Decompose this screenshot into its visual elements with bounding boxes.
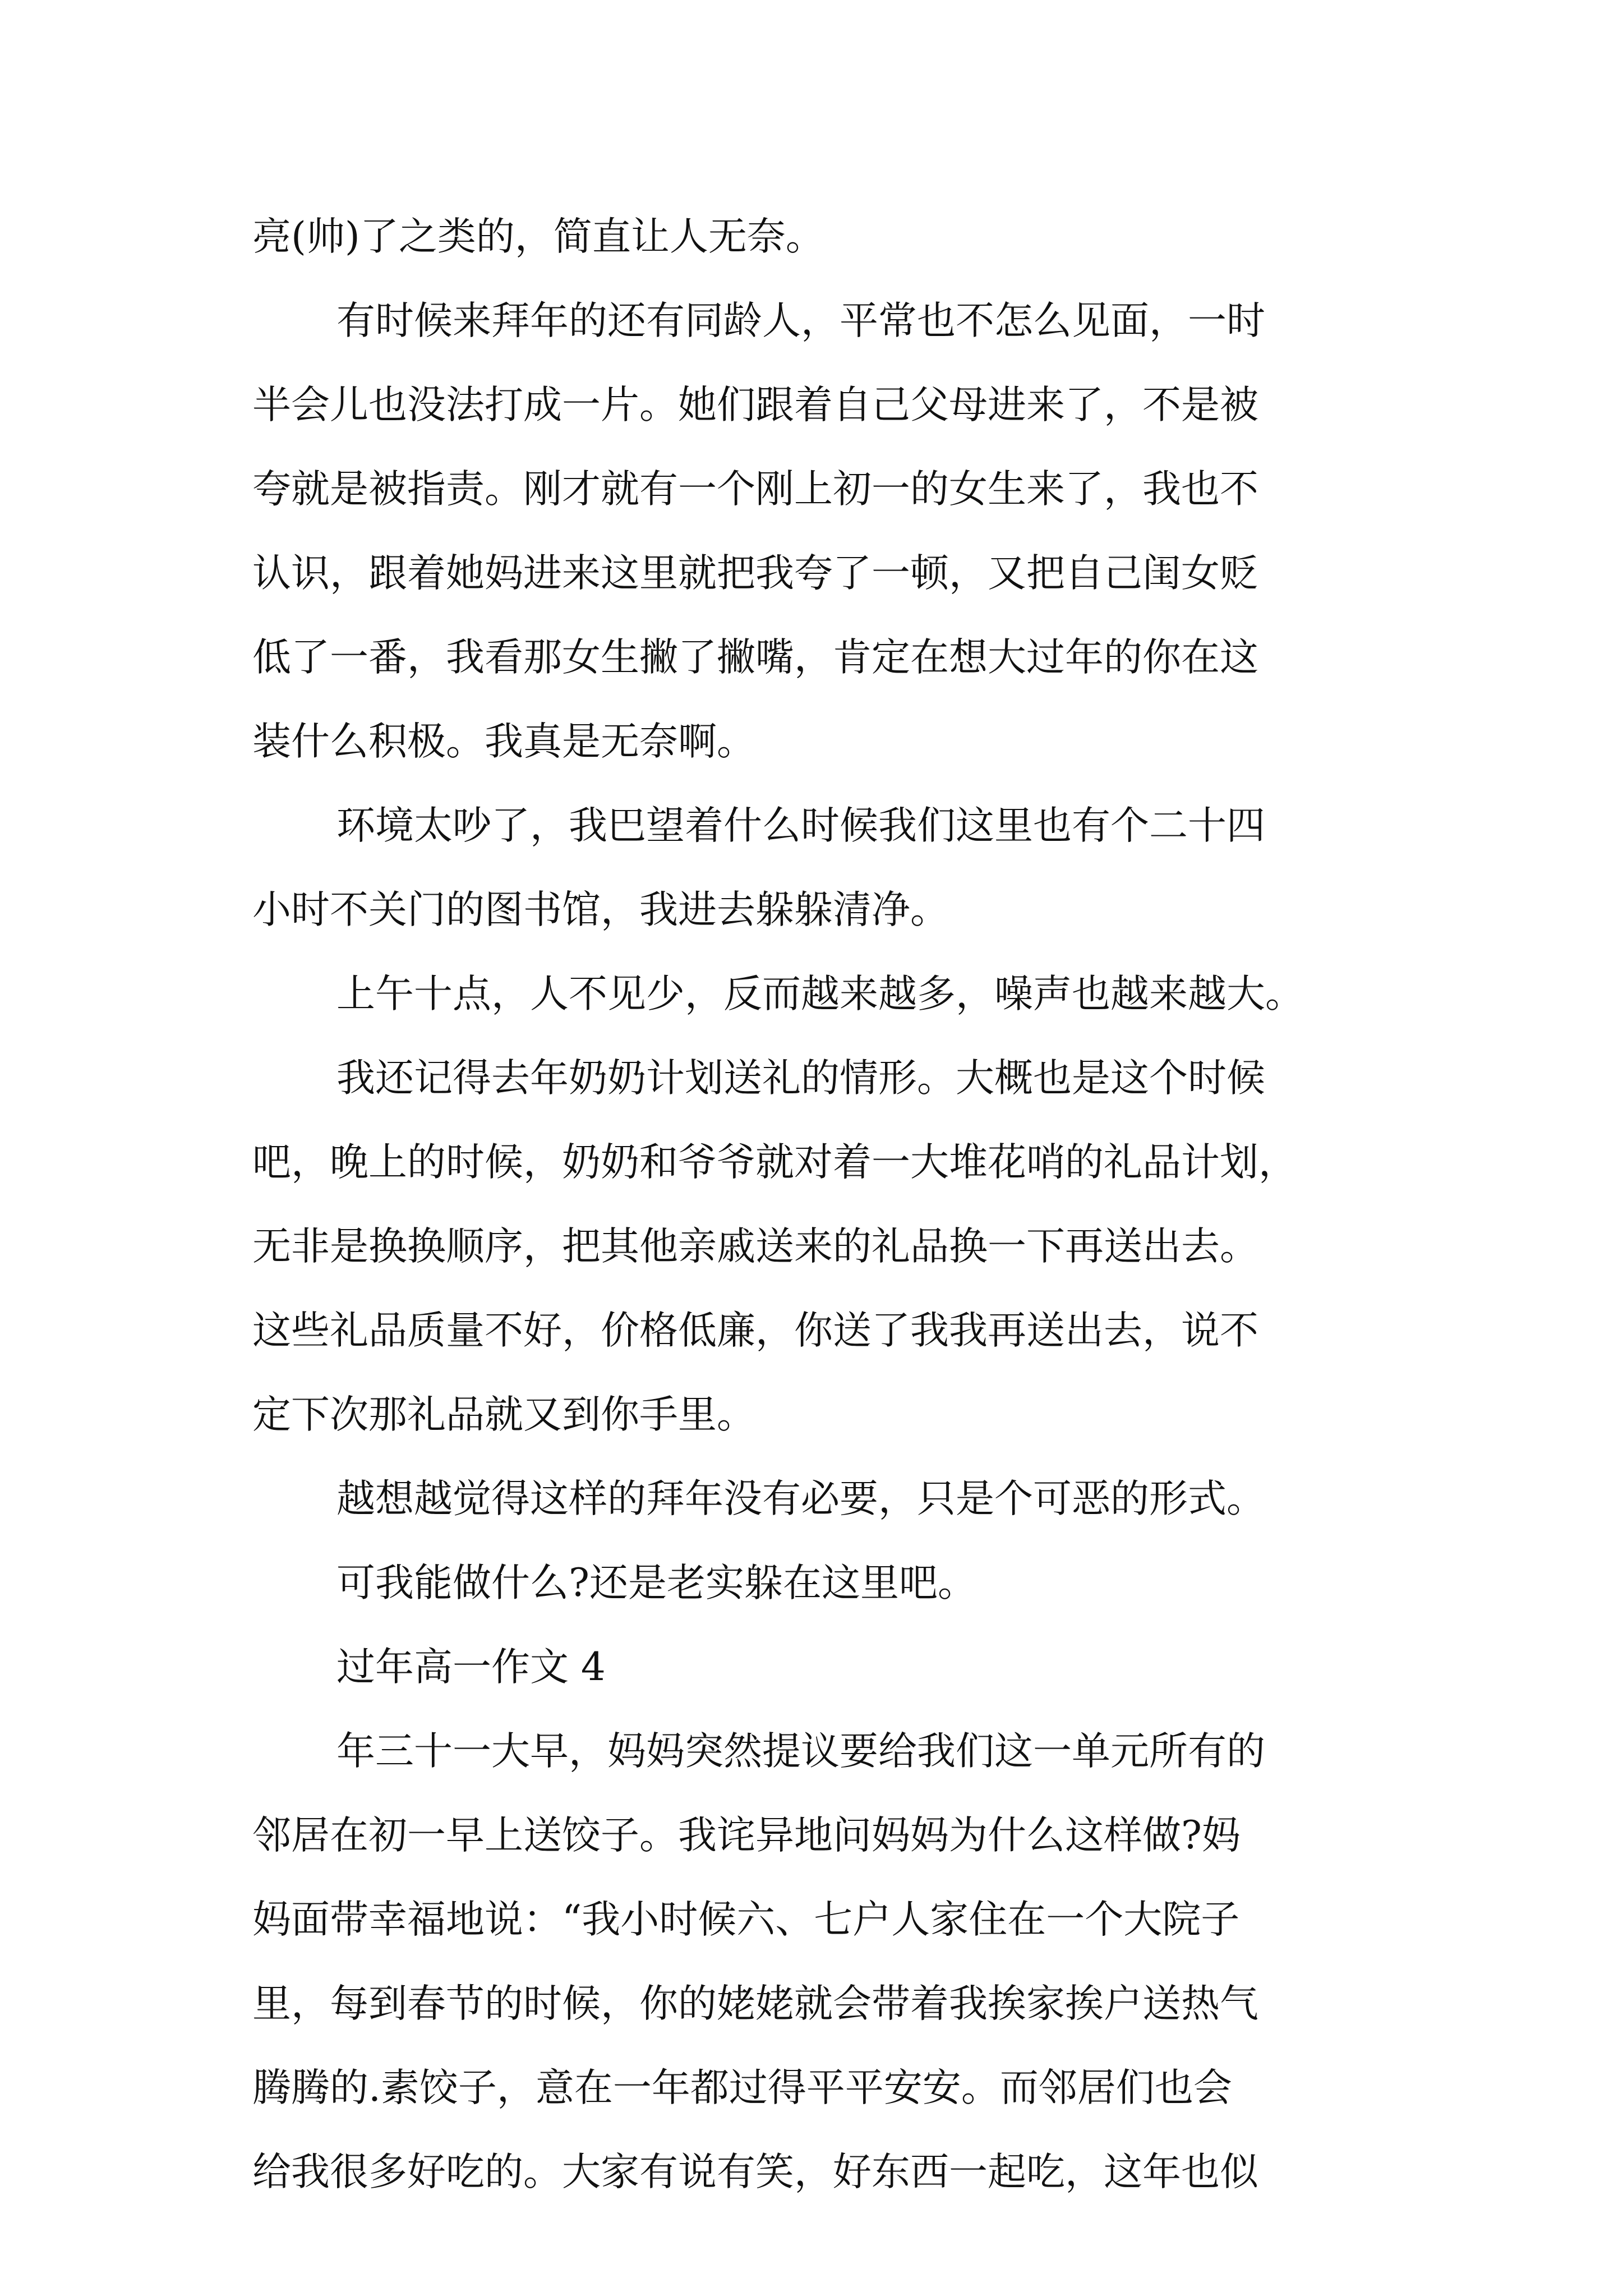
text-line: 妈面带幸福地说：“我小时候六、七户人家住在一个大院子 (252, 1897, 1240, 1942)
section-heading: 过年高一作文 4 (336, 1645, 606, 1690)
text-line: 半会儿也没法打成一片。她们跟着自己父母进来了，不是被 (252, 383, 1258, 427)
paragraph-start-line: 年三十一大早，妈妈突然提议要给我们这一单元所有的 (336, 1729, 1265, 1774)
paragraph-start-line: 有时候来拜年的还有同龄人，平常也不怎么见面，一时 (336, 298, 1265, 343)
text-line: 这些礼品质量不好，价格低廉，你送了我我再送出去，说不 (252, 1308, 1258, 1353)
paragraph-start-line: 我还记得去年奶奶计划送礼的情形。大概也是这个时候 (336, 1056, 1265, 1101)
text-line: 邻居在初一早上送饺子。我诧异地问妈妈为什么这样做?妈 (252, 1813, 1241, 1858)
text-line: 亮(帅)了之类的，简直让人无奈。 (252, 214, 824, 259)
text-line: 夸就是被指责。刚才就有一个刚上初一的女生来了，我也不 (252, 467, 1258, 512)
text-line: 吧，晚上的时候，奶奶和爷爷就对着一大堆花哨的礼品计划， (252, 1140, 1297, 1185)
paragraph-start-line: 上午十点，人不见少，反而越来越多，噪声也越来越大。 (336, 972, 1304, 1016)
paragraph-start-line: 可我能做什么?还是老实躲在这里吧。 (336, 1561, 976, 1605)
text-line: 装什么积极。我真是无奈啊。 (252, 719, 755, 764)
paragraph-start-line: 环境太吵了，我巴望着什么时候我们这里也有个二十四 (336, 803, 1265, 848)
text-line: 无非是换换顺序，把其他亲戚送来的礼品换一下再送出去。 (252, 1224, 1258, 1269)
text-line: 低了一番，我看那女生撇了撇嘴，肯定在想大过年的你在这 (252, 635, 1258, 680)
text-line: 小时不关门的图书馆，我进去躲躲清净。 (252, 887, 949, 932)
text-line: 给我很多好吃的。大家有说有笑，好东西一起吃，这年也似 (252, 2150, 1258, 2194)
paragraph-start-line: 越想越觉得这样的拜年没有必要，只是个可恶的形式。 (336, 1476, 1265, 1521)
text-line: 定下次那礼品就又到你手里。 (252, 1392, 755, 1437)
text-line: 里，每到春节的时候，你的姥姥就会带着我挨家挨户送热气 (252, 1981, 1258, 2026)
text-line: 腾腾的.素饺子，意在一年都过得平平安安。而邻居们也会 (252, 2065, 1232, 2110)
text-line: 认识，跟着她妈进来这里就把我夸了一顿，又把自己闺女贬 (252, 551, 1258, 596)
